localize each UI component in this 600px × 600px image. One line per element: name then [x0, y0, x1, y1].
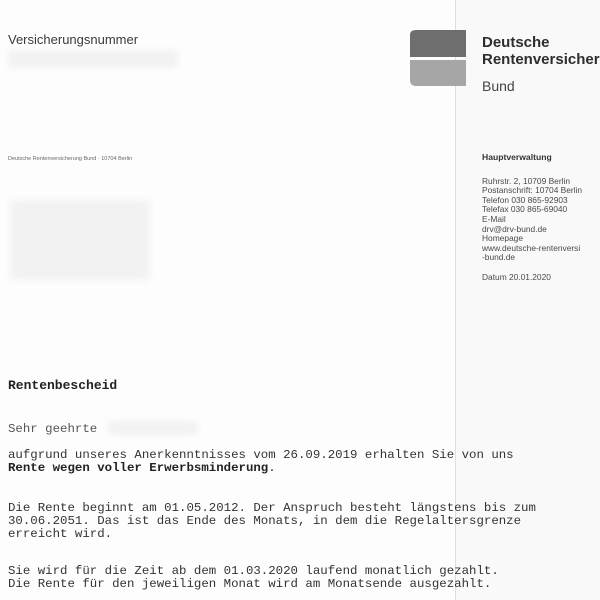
redacted-insurance-number: [8, 50, 178, 68]
department-name: Hauptverwaltung: [482, 152, 552, 162]
logo-text-line2: Rentenversicher: [482, 51, 600, 68]
paragraph-award: [8, 449, 514, 475]
paragraph-line: Die Rente beginnt am 01.05.2012. Der Anspruch besteht längstens bis zum: [8, 501, 536, 515]
sidebar-line: Ruhrstr. 2, 10709 Berlin: [482, 175, 570, 186]
paragraph-line: 30.06.2051. Das ist das Ende des Monats, in dem die Regelaltersgrenze: [8, 514, 522, 528]
sidebar-line: Homepage: [482, 233, 523, 244]
sender-info-block: [482, 153, 600, 283]
insurance-number-label: Versicherungsnummer: [8, 32, 139, 47]
logo-upper-shape: [410, 30, 466, 57]
return-address: Deutsche Rentenversicherung Bund · 10704 Berlin: [8, 156, 133, 162]
salutation: Sehr geehrte: [8, 422, 98, 436]
paragraph-line: aufgrund unseres Anerkenntnisses vom 26.09.2019 erhalten Sie von uns: [8, 448, 514, 462]
logo-text-line3: Bund: [482, 78, 515, 94]
redacted-recipient-name: [108, 421, 198, 435]
paragraph-duration: [8, 502, 536, 541]
drv-logo-icon: [410, 29, 466, 87]
pension-type: Rente wegen voller Erwerbsminderung: [8, 461, 269, 475]
sidebar-line: E-Mail: [482, 213, 506, 224]
redacted-recipient-address: [10, 200, 150, 280]
sidebar-line: -bund.de: [482, 252, 516, 263]
paragraph-line: Die Rente für den jeweiligen Monat wird am Monatsende ausgezahlt.: [8, 577, 492, 591]
paragraph-payment: [8, 565, 499, 591]
sidebar-line: Postanschrift: 10704 Berlin: [482, 185, 583, 196]
sidebar-line: Telefax 030 865-69040: [482, 204, 568, 215]
paragraph-line-end: .: [268, 461, 276, 475]
logo-lower-shape: [410, 60, 466, 86]
paragraph-line: erreicht wird.: [8, 527, 113, 541]
letter-date: Datum 20.01.2020: [482, 271, 551, 282]
paragraph-line: Sie wird für die Zeit ab dem 01.03.2020 laufend monatlich gezahlt.: [8, 564, 499, 578]
logo-text-line1: Deutsche: [482, 34, 550, 51]
sidebar-line: Telefon 030 865-92903: [482, 194, 568, 205]
letter-title: Rentenbescheid: [8, 378, 118, 393]
sidebar-line: drv@drv-bund.de: [482, 223, 547, 234]
sidebar-line: www.deutsche-rentenversi: [482, 242, 581, 253]
